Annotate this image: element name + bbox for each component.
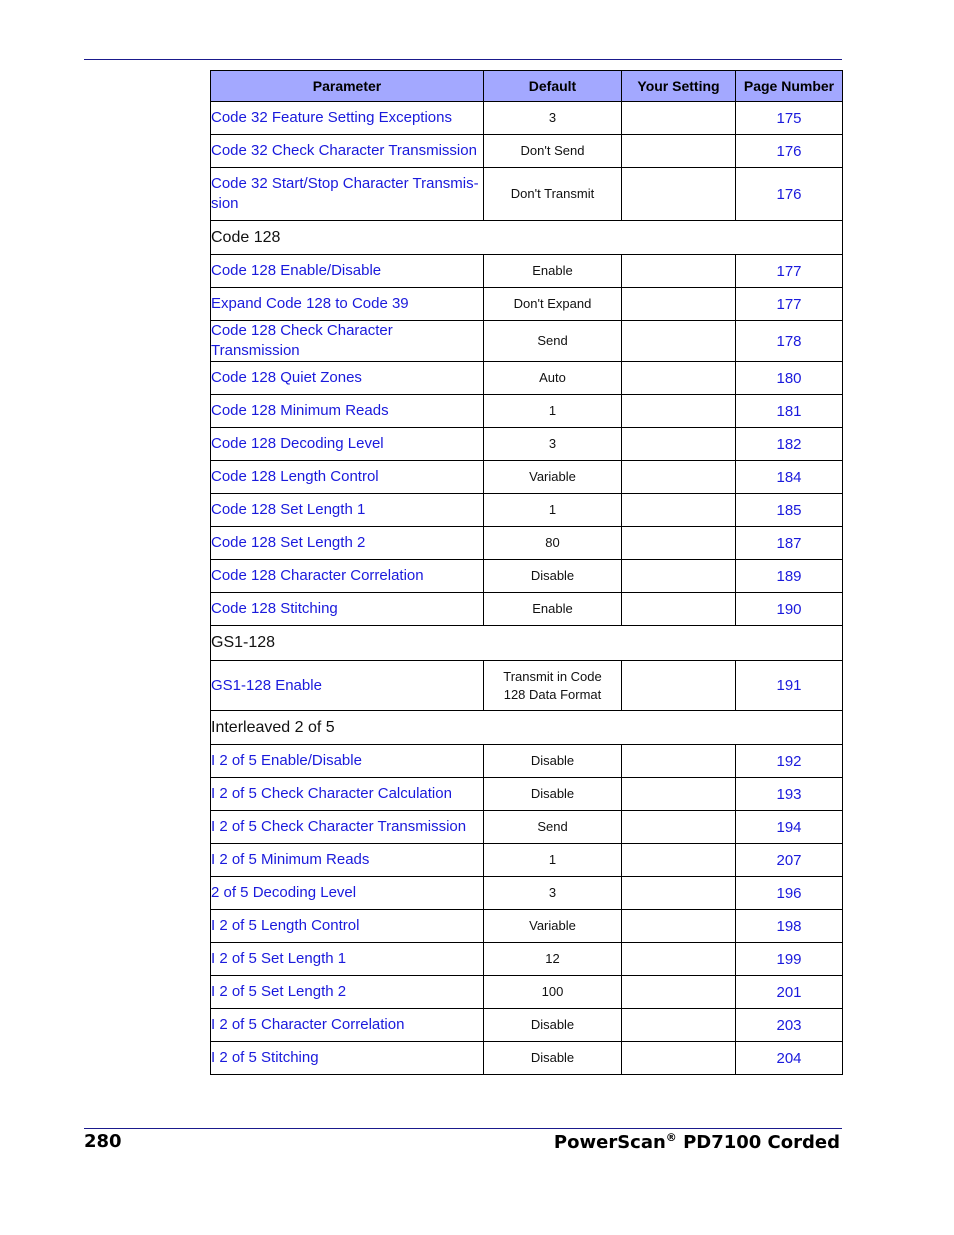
parameter-link[interactable]: I 2 of 5 Character Correlation bbox=[211, 1009, 484, 1042]
parameter-link[interactable]: I 2 of 5 Set Length 2 bbox=[211, 976, 484, 1009]
your-setting-cell[interactable] bbox=[622, 428, 736, 461]
your-setting-cell[interactable] bbox=[622, 461, 736, 494]
parameter-link[interactable]: Code 128 Decoding Level bbox=[211, 428, 484, 461]
parameter-link[interactable]: Code 128 Minimum Reads bbox=[211, 395, 484, 428]
table-row bbox=[211, 1042, 843, 1075]
parameter-link[interactable]: Code 128 Set Length 1 bbox=[211, 494, 484, 527]
page-number-link[interactable]: 177 bbox=[736, 288, 843, 321]
page-number-link[interactable]: 194 bbox=[736, 811, 843, 844]
default-value: 3 bbox=[484, 428, 622, 461]
default-value: Disable bbox=[484, 745, 622, 778]
your-setting-cell[interactable] bbox=[622, 811, 736, 844]
section-row bbox=[211, 221, 843, 255]
default-value: 3 bbox=[484, 102, 622, 135]
page-number-link[interactable]: 198 bbox=[736, 910, 843, 943]
parameter-link[interactable]: Code 128 Set Length 2 bbox=[211, 527, 484, 560]
parameter-link[interactable]: Code 32 Start/Stop Character Transmis- sion bbox=[211, 168, 484, 221]
default-value: Send bbox=[484, 321, 622, 362]
table-row bbox=[211, 1009, 843, 1042]
table-row bbox=[211, 102, 843, 135]
footer-product-title bbox=[554, 1131, 840, 1153]
footer-rule bbox=[84, 1128, 842, 1129]
table-row bbox=[211, 461, 843, 494]
your-setting-cell[interactable] bbox=[622, 1009, 736, 1042]
default-value: Don't Transmit bbox=[484, 168, 622, 221]
table-row bbox=[211, 135, 843, 168]
parameter-link[interactable]: Code 32 Check Character Transmission bbox=[211, 135, 484, 168]
your-setting-cell[interactable] bbox=[622, 910, 736, 943]
default-value: 1 bbox=[484, 494, 622, 527]
table-row bbox=[211, 844, 843, 877]
your-setting-cell[interactable] bbox=[622, 288, 736, 321]
default-value: Disable bbox=[484, 1042, 622, 1075]
table-row bbox=[211, 321, 843, 362]
page-number-link[interactable]: 175 bbox=[736, 102, 843, 135]
page-number-link[interactable]: 176 bbox=[736, 135, 843, 168]
page-number-link[interactable]: 204 bbox=[736, 1042, 843, 1075]
parameter-link[interactable]: Code 128 Length Control bbox=[211, 461, 484, 494]
table-row bbox=[211, 661, 843, 711]
section-row bbox=[211, 711, 843, 745]
table-body bbox=[211, 102, 843, 1075]
default-value: Variable bbox=[484, 910, 622, 943]
table-row bbox=[211, 877, 843, 910]
your-setting-cell[interactable] bbox=[622, 593, 736, 626]
default-value: 3 bbox=[484, 877, 622, 910]
parameter-link[interactable]: I 2 of 5 Set Length 1 bbox=[211, 943, 484, 976]
page-number-link[interactable]: 182 bbox=[736, 428, 843, 461]
your-setting-cell[interactable] bbox=[622, 877, 736, 910]
default-value: Enable bbox=[484, 255, 622, 288]
header-your-setting: Your Setting bbox=[622, 71, 736, 102]
parameter-link[interactable]: Code 128 Enable/Disable bbox=[211, 255, 484, 288]
table-row bbox=[211, 428, 843, 461]
page-number-link[interactable]: 181 bbox=[736, 395, 843, 428]
parameter-link[interactable]: GS1-128 Enable bbox=[211, 661, 484, 711]
your-setting-cell[interactable] bbox=[622, 494, 736, 527]
your-setting-cell[interactable] bbox=[622, 135, 736, 168]
footer-page-number: 280 bbox=[84, 1131, 122, 1152]
parameter-link[interactable]: 2 of 5 Decoding Level bbox=[211, 877, 484, 910]
table-row bbox=[211, 976, 843, 1009]
section-title: Code 128 bbox=[211, 221, 843, 255]
default-value: Disable bbox=[484, 1009, 622, 1042]
default-value: Send bbox=[484, 811, 622, 844]
header-page-number: Page Number bbox=[736, 71, 843, 102]
page-number-link[interactable]: 196 bbox=[736, 877, 843, 910]
default-value: 100 bbox=[484, 976, 622, 1009]
table-row bbox=[211, 168, 843, 221]
table-header-row bbox=[211, 71, 843, 102]
table-row bbox=[211, 745, 843, 778]
header-rule bbox=[84, 59, 842, 60]
page-number-link[interactable]: 201 bbox=[736, 976, 843, 1009]
your-setting-cell[interactable] bbox=[622, 102, 736, 135]
table-row bbox=[211, 494, 843, 527]
page-number-link[interactable]: 207 bbox=[736, 844, 843, 877]
parameter-link[interactable]: I 2 of 5 Enable/Disable bbox=[211, 745, 484, 778]
your-setting-cell[interactable] bbox=[622, 943, 736, 976]
table-row bbox=[211, 395, 843, 428]
parameter-link[interactable]: Code 32 Feature Setting Exceptions bbox=[211, 102, 484, 135]
default-value: 80 bbox=[484, 527, 622, 560]
your-setting-cell[interactable] bbox=[622, 321, 736, 362]
page-number-link[interactable]: 184 bbox=[736, 461, 843, 494]
table-row bbox=[211, 255, 843, 288]
page-number-link[interactable]: 199 bbox=[736, 943, 843, 976]
section-title: Interleaved 2 of 5 bbox=[211, 711, 843, 745]
table-row bbox=[211, 778, 843, 811]
default-value: Auto bbox=[484, 362, 622, 395]
default-value: Transmit in Code 128 Data Format bbox=[484, 661, 622, 711]
page-number-link[interactable]: 185 bbox=[736, 494, 843, 527]
your-setting-cell[interactable] bbox=[622, 661, 736, 711]
page-number-link[interactable]: 177 bbox=[736, 255, 843, 288]
your-setting-cell[interactable] bbox=[622, 527, 736, 560]
section-title: GS1-128 bbox=[211, 626, 843, 661]
product-model: PD7100 Corded bbox=[676, 1132, 840, 1153]
header-parameter: Parameter bbox=[211, 71, 484, 102]
trademark-symbol: ® bbox=[665, 1131, 677, 1144]
default-value: Don't Expand bbox=[484, 288, 622, 321]
your-setting-cell[interactable] bbox=[622, 745, 736, 778]
parameter-link[interactable]: I 2 of 5 Minimum Reads bbox=[211, 844, 484, 877]
page-number-link[interactable]: 180 bbox=[736, 362, 843, 395]
page-number-link[interactable]: 203 bbox=[736, 1009, 843, 1042]
parameter-link[interactable]: Expand Code 128 to Code 39 bbox=[211, 288, 484, 321]
page-number-link[interactable]: 176 bbox=[736, 168, 843, 221]
your-setting-cell[interactable] bbox=[622, 1042, 736, 1075]
parameter-link[interactable]: Code 128 Quiet Zones bbox=[211, 362, 484, 395]
parameter-link[interactable]: Code 128 Character Correlation bbox=[211, 560, 484, 593]
default-value: 12 bbox=[484, 943, 622, 976]
page-number-link[interactable]: 193 bbox=[736, 778, 843, 811]
default-value: Disable bbox=[484, 560, 622, 593]
default-value: Disable bbox=[484, 778, 622, 811]
page-number-link[interactable]: 192 bbox=[736, 745, 843, 778]
page-number-link[interactable]: 178 bbox=[736, 321, 843, 362]
default-value: Don't Send bbox=[484, 135, 622, 168]
your-setting-cell[interactable] bbox=[622, 395, 736, 428]
header-default: Default bbox=[484, 71, 622, 102]
your-setting-cell[interactable] bbox=[622, 976, 736, 1009]
table-row bbox=[211, 910, 843, 943]
table-row bbox=[211, 943, 843, 976]
your-setting-cell[interactable] bbox=[622, 362, 736, 395]
page-number-link[interactable]: 187 bbox=[736, 527, 843, 560]
your-setting-cell[interactable] bbox=[622, 560, 736, 593]
section-row bbox=[211, 626, 843, 661]
parameter-link[interactable]: Code 128 Check Character Transmission bbox=[211, 321, 484, 362]
table-row bbox=[211, 560, 843, 593]
table-row bbox=[211, 811, 843, 844]
parameter-table bbox=[210, 70, 843, 1075]
page-number-link[interactable]: 189 bbox=[736, 560, 843, 593]
parameter-link[interactable]: I 2 of 5 Stitching bbox=[211, 1042, 484, 1075]
default-value: Variable bbox=[484, 461, 622, 494]
product-name: PowerScan bbox=[553, 1132, 666, 1153]
table-row bbox=[211, 593, 843, 626]
page-number-link[interactable]: 191 bbox=[736, 661, 843, 711]
parameter-link[interactable]: I 2 of 5 Check Character Transmission bbox=[211, 811, 484, 844]
default-value: 1 bbox=[484, 844, 622, 877]
parameter-link[interactable]: I 2 of 5 Length Control bbox=[211, 910, 484, 943]
parameter-link[interactable]: Code 128 Stitching bbox=[211, 593, 484, 626]
your-setting-cell[interactable] bbox=[622, 255, 736, 288]
your-setting-cell[interactable] bbox=[622, 778, 736, 811]
parameter-link[interactable]: I 2 of 5 Check Character Calculation bbox=[211, 778, 484, 811]
table-row bbox=[211, 527, 843, 560]
default-value: Enable bbox=[484, 593, 622, 626]
your-setting-cell[interactable] bbox=[622, 844, 736, 877]
default-value: 1 bbox=[484, 395, 622, 428]
your-setting-cell[interactable] bbox=[622, 168, 736, 221]
table-row bbox=[211, 288, 843, 321]
table-row bbox=[211, 362, 843, 395]
page-number-link[interactable]: 190 bbox=[736, 593, 843, 626]
